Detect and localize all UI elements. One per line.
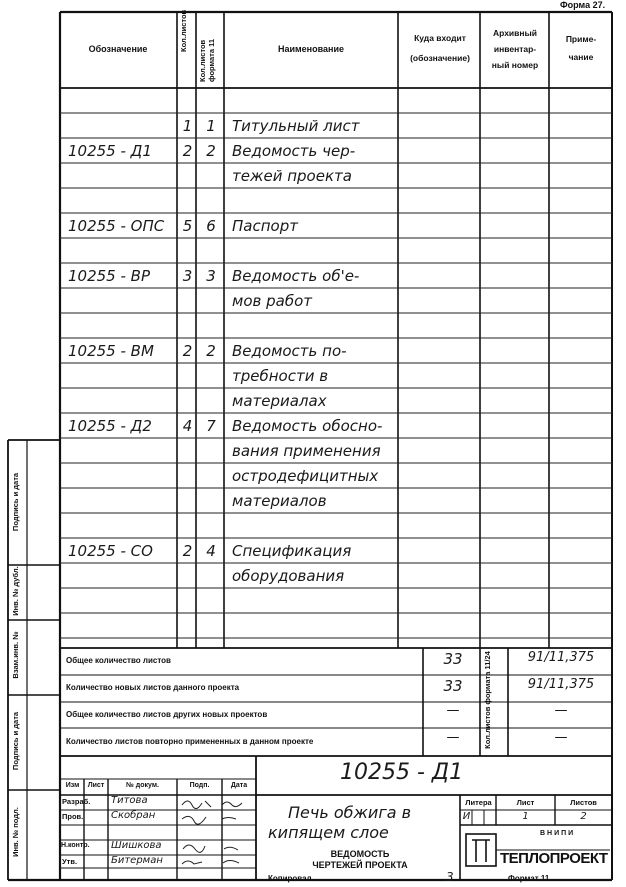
row-name: тежей проекта xyxy=(232,166,352,185)
table-row xyxy=(60,113,610,138)
row-name: Паспорт xyxy=(232,216,298,235)
reused-fmt: — xyxy=(554,730,568,745)
row-sheets-count: 1 xyxy=(182,116,193,135)
row-name: Титульный лист xyxy=(232,116,360,135)
row-name: Ведомость об'е- xyxy=(232,266,360,285)
row-sheets-format xyxy=(197,488,225,513)
row-sheets-format xyxy=(197,388,225,413)
object-name-1: Печь обжига в xyxy=(288,803,412,822)
form-label: Форма 27. xyxy=(560,0,606,10)
row-designation: 10255 - Д1 xyxy=(68,141,152,160)
other-new-fmt: — xyxy=(554,703,568,718)
row-designation xyxy=(68,113,178,138)
row-sheets-count: 2 xyxy=(182,141,193,160)
row-name: Ведомость по- xyxy=(232,341,347,360)
row-designation xyxy=(68,563,178,588)
object-name-2: кипящем слое xyxy=(268,823,389,842)
header-where-used: Куда входит xyxy=(414,33,466,43)
row-sheets-format xyxy=(197,363,225,388)
total-sheets-fmt: 91/11,375 xyxy=(527,650,595,665)
table-row xyxy=(60,463,610,488)
table-row xyxy=(60,338,610,363)
org-small: ВНИПИ xyxy=(540,830,576,837)
table-row xyxy=(60,388,610,413)
row-sheets-count xyxy=(178,563,197,588)
row-designation: 10255 - ВР xyxy=(68,266,151,285)
stamp-sign-date-1: Подпись и дата xyxy=(11,711,20,771)
row-designation xyxy=(68,288,178,313)
stamp-vzam: Взам.инв. № xyxy=(11,631,20,679)
table-row xyxy=(60,538,610,563)
copied-label: Копировал xyxy=(268,874,312,883)
sheet-value: 1 xyxy=(522,811,529,822)
new-sheets-label: Количество новых листов данного проекта xyxy=(66,683,240,692)
new-sheets-value: 33 xyxy=(443,677,463,695)
table-row xyxy=(60,138,610,163)
row-sheets-count: 5 xyxy=(182,216,193,235)
stamp-inv-orig: Инв. № подл. xyxy=(11,807,20,857)
total-sheets-value: 33 xyxy=(443,650,463,668)
row-name: материалах xyxy=(232,391,327,410)
new-sheets-fmt: 91/11,375 xyxy=(527,677,595,692)
table-row xyxy=(60,413,610,438)
row-sheets-format xyxy=(197,163,225,188)
litera-value: И xyxy=(462,811,471,822)
doc-title-2: ЧЕРТЕЖЕЙ ПРОЕКТА xyxy=(312,860,408,870)
row-name: остродефицитных xyxy=(232,466,379,485)
row-sheets-count xyxy=(178,163,197,188)
table-row xyxy=(60,488,610,513)
row-designation xyxy=(68,463,178,488)
doc-title-1: ВЕДОМОСТЬ xyxy=(330,849,390,859)
header-name: Наименование xyxy=(277,44,345,54)
row-sheets-format: 7 xyxy=(206,416,216,435)
row-name: мов работ xyxy=(232,291,312,310)
doc-code: 10255 - Д1 xyxy=(340,760,464,785)
row-designation xyxy=(68,488,178,513)
table-row xyxy=(60,263,610,288)
format-label: Формат 11 xyxy=(508,874,550,883)
row-name: Ведомость обосно- xyxy=(232,416,383,435)
row-sheets-format: 4 xyxy=(206,541,216,560)
row-designation: 10255 - Д2 xyxy=(68,416,152,435)
reused-value: — xyxy=(446,730,460,745)
row-sheets-format: 1 xyxy=(206,116,216,135)
row-name: Спецификация xyxy=(232,541,352,560)
stamp-inv-dubl: Инв. № дубл. xyxy=(11,566,20,616)
row-sheets-format xyxy=(197,463,225,488)
other-new-label: Общее количество листов других новых проектов xyxy=(66,710,268,719)
vertical-format-label: Кол.листов формата 11/24 xyxy=(483,651,492,749)
header-sheets-count: Кол.листов xyxy=(179,9,188,52)
row-sheets-count xyxy=(178,388,197,413)
row-designation: 10255 - СО xyxy=(68,541,153,560)
row-designation xyxy=(68,163,178,188)
signatures xyxy=(177,795,256,880)
reused-label: Количество листов повторно примененных в данном проекте xyxy=(66,737,314,746)
norm-control-name: Шишкова xyxy=(111,840,162,851)
stamp-sign-date-2: Подпись и дата xyxy=(11,472,20,532)
row-sheets-count: 2 xyxy=(182,541,193,560)
row-sheets-count xyxy=(178,363,197,388)
row-name: Ведомость чер- xyxy=(232,141,356,160)
table-row xyxy=(60,163,610,188)
table-row xyxy=(60,563,610,588)
row-designation: 10255 - ОПС xyxy=(68,216,165,235)
developer-name: Титова xyxy=(111,795,148,806)
approver-name: Битерман xyxy=(111,855,163,866)
row-sheets-count xyxy=(178,288,197,313)
table-row xyxy=(60,438,610,463)
row-sheets-format: 2 xyxy=(206,141,216,160)
row-sheets-format xyxy=(197,438,225,463)
table-row xyxy=(60,213,610,238)
row-designation xyxy=(68,363,178,388)
row-name: требности в xyxy=(232,366,329,385)
row-designation xyxy=(68,388,178,413)
table-row xyxy=(60,363,610,388)
row-name: материалов xyxy=(232,491,327,510)
row-sheets-format: 3 xyxy=(206,266,216,285)
row-sheets-format xyxy=(197,288,225,313)
row-sheets-count: 4 xyxy=(182,416,193,435)
org-name: ТЕПЛОПРОЕКТ xyxy=(500,850,608,867)
row-sheets-count xyxy=(178,488,197,513)
table-row xyxy=(60,288,610,313)
checker-name: Скобран xyxy=(111,810,156,821)
header-note: Приме- xyxy=(565,34,597,44)
row-sheets-format xyxy=(197,563,225,588)
row-name: оборудования xyxy=(232,566,345,585)
header-sheets-format: Кол.листов формата 11 xyxy=(198,38,216,82)
row-designation xyxy=(68,438,178,463)
header-archive: Архивный xyxy=(492,28,537,38)
row-sheets-count: 2 xyxy=(182,341,193,360)
row-name: вания применения xyxy=(232,441,381,460)
page-number: 3 xyxy=(446,870,454,884)
sheets-total-value: 2 xyxy=(580,811,587,822)
total-sheets-label: Общее количество листов xyxy=(66,656,171,665)
row-sheets-format: 2 xyxy=(206,341,216,360)
row-designation: 10255 - ВМ xyxy=(68,341,154,360)
header-designation: Обозначение xyxy=(88,44,148,54)
row-sheets-format: 6 xyxy=(206,216,216,235)
row-sheets-count: 3 xyxy=(182,266,193,285)
other-new-value: — xyxy=(446,703,460,718)
row-sheets-count xyxy=(178,438,197,463)
row-sheets-count xyxy=(178,463,197,488)
